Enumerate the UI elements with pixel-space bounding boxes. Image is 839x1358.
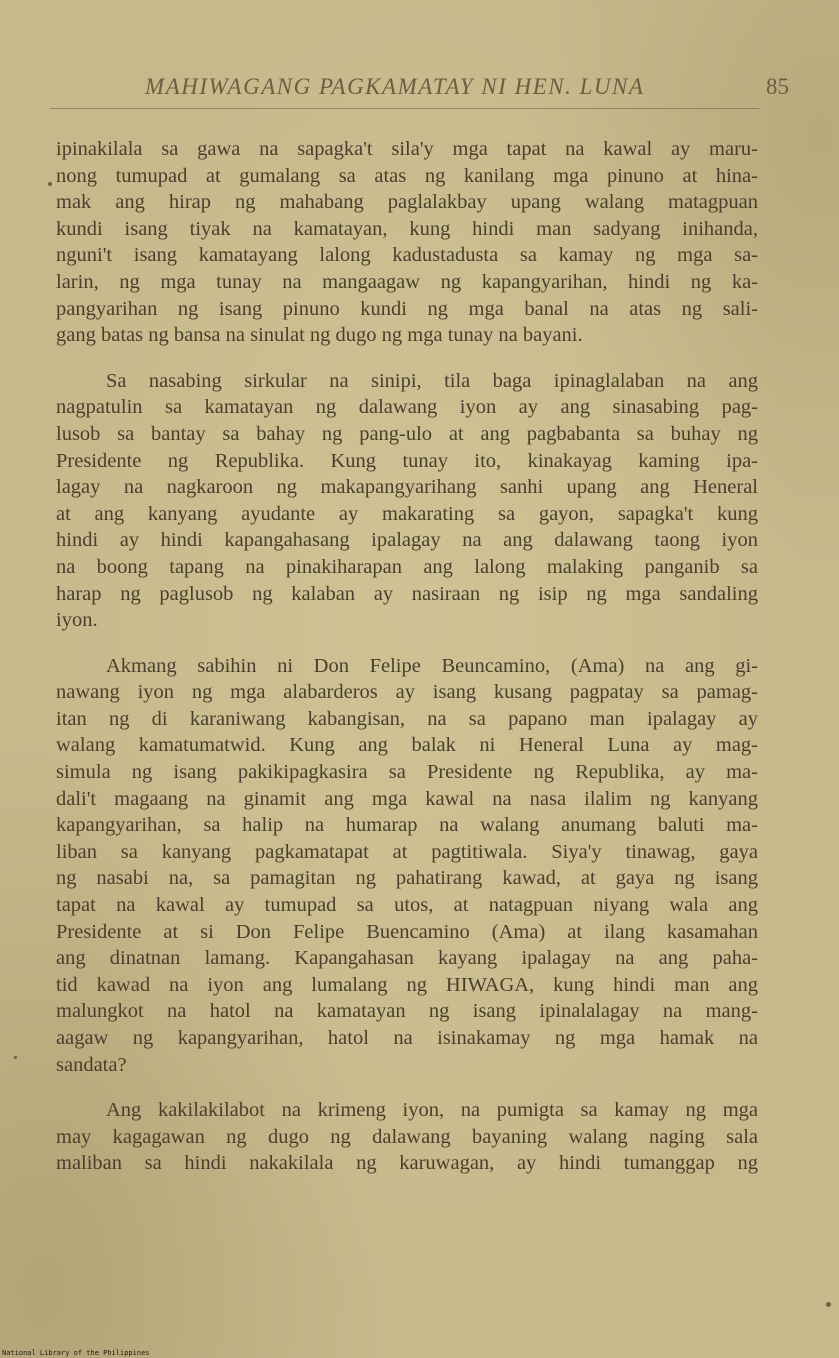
text-line: dali't magaang na ginamit ang mga kawal na nasa ilalim ng kanyang [56,787,758,810]
footer-credit: National Library of the Philippines [2,1349,150,1357]
text-line: itan ng di karaniwang kabangisan, na sa papano man ipalagay ay [56,707,758,730]
page-number: 85 [766,74,789,99]
ink-speck [826,1302,831,1307]
text-line: tid kawad na iyon ang lumalang ng HIWAGA, kung hindi man ang [56,973,758,996]
text-line: na boong tapang na pinakiharapan ang lalong malaking panganib sa [56,555,758,578]
text-line: simula ng isang pakikipagkasira sa Presidente ng Republika, ay ma- [56,761,758,784]
text-line: maliban sa hindi nakakilala ng karuwagan, ay hindi tumanggap ng [56,1152,758,1175]
text-line: pangyarihan ng isang pinuno kundi ng mga banal na atas ng sali- [56,297,758,320]
text-line: walang kamatumatwid. Kung ang balak ni Heneral Luna ay mag- [56,734,758,757]
text-line: sandata? [56,1053,127,1076]
text-line: lagay na nagkaroon ng makapangyarihang sanhi upang ang Heneral [56,476,758,499]
text-line: Akmang sabihin ni Don Felipe Beuncamino, (Ama) na ang gi- [106,654,758,677]
text-line: ng nasabi na, sa pamagitan ng pahatirang kawad, at gaya ng isang [56,867,758,890]
text-line: Presidente ng Republika. Kung tunay ito, kinakayag kaming ipa- [56,449,758,472]
text-line: lusob sa bantay sa bahay ng pang-ulo at ang pagbabanta sa buhay ng [56,422,758,445]
text-line: Presidente at si Don Felipe Buencamino (Ama) at ilang kasamahan [56,920,758,943]
running-head [50,74,789,108]
ink-speck [14,1056,17,1059]
text-line: larin, ng mga tunay na mangaagaw ng kapangyarihan, hindi ng ka- [56,270,758,293]
paragraph [56,1097,758,1177]
text-line: iyon. [56,609,98,632]
text-line: nguni't isang kamatayang lalong kadustadusta sa kamay ng mga sa- [56,244,758,267]
body-text [56,136,758,1196]
text-line: hindi ay hindi kapangahasang ipalagay na ang dalawang taong iyon [56,529,758,552]
text-line: ang dinatnan lamang. Kapangahasan kayang ipalagay na ang paha- [56,947,758,970]
ink-speck [48,182,52,186]
text-line: nagpatulin sa kamatayan ng dalawang iyon ay ang sinasabing pag- [56,396,758,419]
header-rule [50,108,759,109]
text-line: gang batas ng bansa na sinulat ng dugo ng mga tunay na bayani. [56,324,583,347]
text-line: nawang iyon ng mga alabarderos ay isang kusang pagpatay sa pamag- [56,681,758,704]
text-line: malungkot na hatol na kamatayan ng isang ipinalalagay na mang- [56,1000,758,1023]
text-line: Sa nasabing sirkular na sinipi, tila baga ipinaglalaban na ang [106,369,758,392]
text-line: aagaw ng kapangyarihan, hatol na isinakamay ng mga hamak na [56,1027,758,1049]
text-line: kapangyarihan, sa halip na humarap na walang anumang baluti ma- [56,814,758,837]
text-line: at ang kanyang ayudante ay makarating sa gayon, sapagka't kung [56,502,758,525]
text-line: Ang kakilakilabot na krimeng iyon, na pumigta sa kamay ng mga [106,1099,758,1122]
text-line: harap ng paglusob ng kalaban ay nasiraan ng isip ng mga sandaling [56,582,758,605]
text-line: nong tumupad at gumalang sa atas ng kanilang mga pinuno at hina- [56,164,758,187]
paragraph [56,368,758,634]
paragraph [56,136,758,349]
text-line: mak ang hirap ng mahabang paglalakbay upang walang matagpuan [56,191,758,214]
text-line: tapat na kawal ay tumupad sa utos, at natagpuan niyang wala ang [56,894,758,917]
chapter-title: MAHIWAGANG PAGKAMATAY NI HEN. LUNA [145,74,645,99]
text-line: may kagagawan ng dugo ng dalawang bayaning walang naging sala [56,1125,758,1148]
text-line: liban sa kanyang pagkamatapat at pagtitiwala. Siya'y tinawag, gaya [56,840,758,863]
text-line: ipinakilala sa gawa na sapagka't sila'y mga tapat na kawal ay maru- [56,138,758,160]
text-line: kundi isang tiyak na kamatayan, kung hindi man sadyang inihanda, [56,217,758,240]
paragraph [56,653,758,1079]
